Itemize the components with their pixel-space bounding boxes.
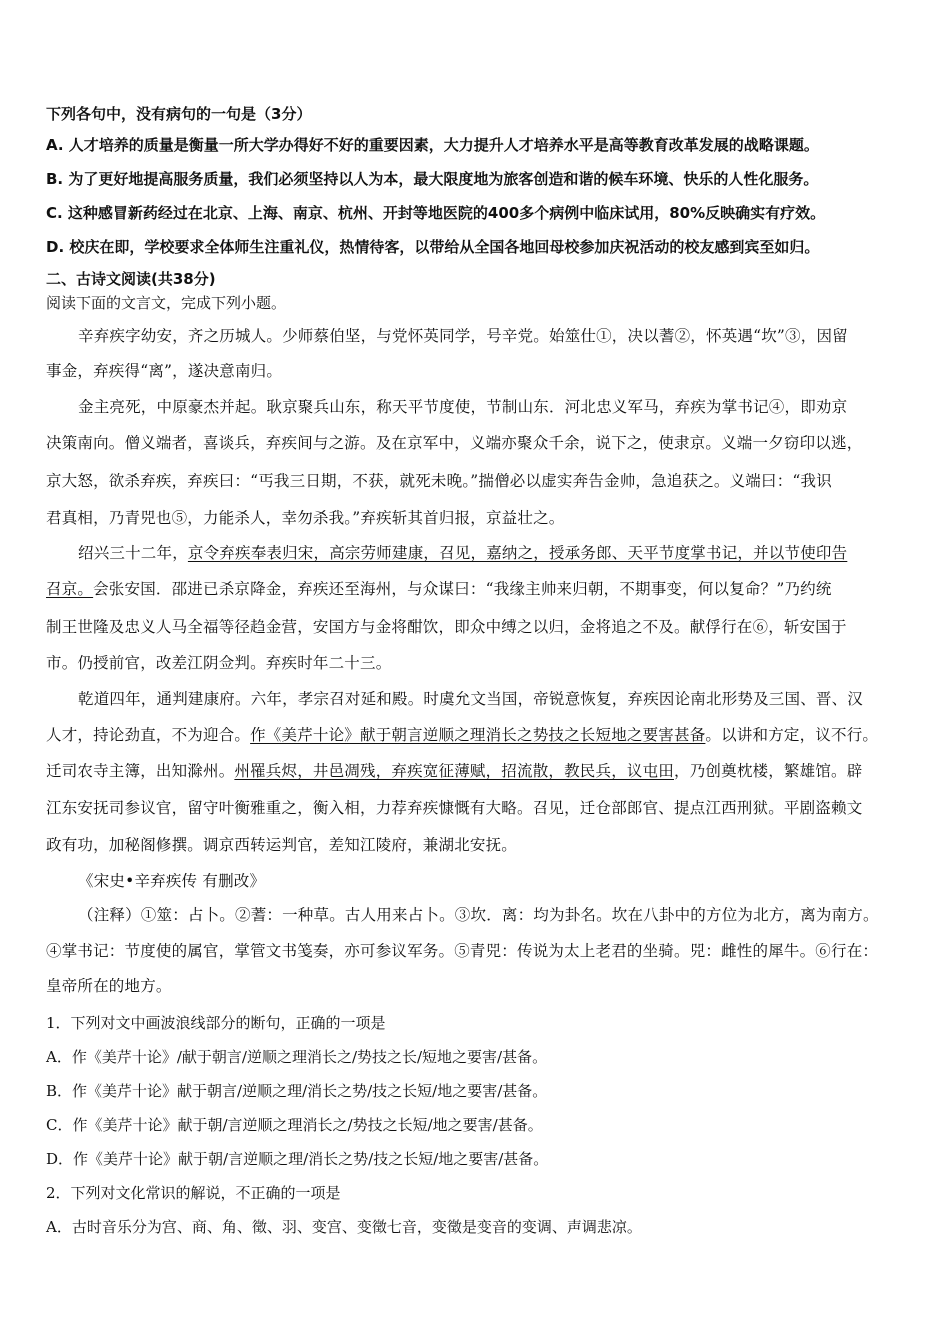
source-citation: 《宋史•辛弃疾传 有删改》 — [78, 872, 266, 890]
passage-line: 市。仍授前官，改差江阴佥判。弃疾时年二十三。 — [46, 654, 392, 672]
annotation-line: 皇帝所在的地方。 — [46, 977, 172, 995]
underlined-text: 京令弃疾奉表归宋，高宗劳师建康，召见，嘉纳之，授承务郎、天平节度掌书记，并以节使印告 — [187, 544, 848, 562]
passage-line — [46, 724, 878, 746]
option-b: B. 为了更好地提高服务质量，我们必须坚持以人为本，最大限度地为旅客创造和谐的候车环境、快乐的人性化服务。 — [46, 170, 819, 188]
passage-line — [78, 542, 847, 564]
passage-text: ，乃创奠枕楼，繁雄馆。辟 — [674, 762, 863, 780]
annotation-line: ④掌书记：节度使的属官，掌管文书笺奏，亦可参议军务。⑤青兕：传说为太上老君的坐骑。兕：雌性的犀牛。⑥行在： — [46, 942, 879, 960]
passage-line: 君真相，乃青兕也⑤，力能杀人，幸勿杀我。”弃疾斩其首归报，京益壮之。 — [46, 509, 565, 527]
passage-line: 事金，弃疾得“离”，遂决意南归。 — [46, 362, 283, 380]
q1-option-c: C．作《美芹十论》献于朝/言逆顺之理消长之/势技之长短/地之要害/甚备。 — [46, 1116, 543, 1134]
passage-line: 制王世隆及忠义人马全福等径趋金营，安国方与金将酣饮，即众中缚之以归，金将追之不及。献俘行在⑥，斩安国于 — [46, 618, 847, 636]
q2-option-a: A．古时音乐分为宫、商、角、徵、羽、变宫、变徵七音，变徵是变音的变调、声调悲凉。 — [46, 1218, 642, 1236]
question-2-stem: 2．下列对文化常识的解说，不正确的一项是 — [46, 1184, 341, 1202]
section-title: 二、古诗文阅读(共38分) — [46, 270, 216, 288]
option-a: A. 人才培养的质量是衡量一所大学办得好不好的重要因素，大力提升人才培养水平是高等教育改革发展的战略课题。 — [46, 136, 819, 154]
passage-line: 金主亮死，中原豪杰并起。耿京聚兵山东，称天平节度使，节制山东．河北忠义军马，弃疾为掌书记④，即劝京 — [78, 398, 848, 416]
underlined-text: 州罹兵烬，井邑凋残，弃疾宽征薄赋，招流散，教民兵，议屯田 — [234, 762, 675, 780]
question-1-stem: 1．下列对文中画波浪线部分的断句，正确的一项是 — [46, 1014, 386, 1032]
underlined-text: 召京。 — [46, 580, 94, 598]
passage-text: 会张安国．邵进已杀京降金，弃疾还至海州，与众谋曰：“我缘主帅来归朝，不期事变，何以复命？”乃约统 — [93, 580, 832, 598]
q1-option-a: A．作《美芹十论》/献于朝言/逆顺之理消长之/势技之长/短地之要害/甚备。 — [46, 1048, 548, 1066]
passage-line — [46, 578, 832, 600]
passage-line — [46, 760, 862, 782]
wavy-underlined-text: 作《美芹十论》献于朝言逆顺之理消长之势技之长短地之要害甚备 — [250, 726, 706, 744]
question-stem: 下列各句中，没有病句的一句是（3分） — [46, 105, 312, 123]
passage-line: 决策南向。僧义端者，喜谈兵，弃疾间与之游。及在京军中，义端亦聚众千余，说下之，使隶京。义端一夕窃印以逃， — [46, 434, 863, 452]
option-c: C. 这种感冒新药经过在北京、上海、南京、杭州、开封等地医院的400多个病例中临床试用，80%反映确实有疗效。 — [46, 204, 826, 222]
passage-line: 乾道四年，通判建康府。六年，孝宗召对延和殿。时虞允文当国，帝锐意恢复，弃疾因论南北形势及三国、晋、汉 — [78, 690, 864, 708]
passage-text: 迁司农寺主簿，出知滁州。 — [46, 762, 235, 780]
option-d: D. 校庆在即，学校要求全体师生注重礼仪，热情待客，以带给从全国各地回母校参加庆祝活动的校友感到宾至如归。 — [46, 238, 820, 256]
passage-text: 人才，持论劲直，不为迎合。 — [46, 726, 251, 744]
annotation-line: （注释）①筮：占卜。②蓍：一种草。古人用来占卜。③坎．离：均为卦名。坎在八卦中的方位为北方，离为南方。 — [78, 906, 879, 924]
passage-line: 辛弃疾字幼安，齐之历城人。少师蔡伯坚，与党怀英同学，号辛党。始筮仕①，决以蓍②，怀英遇“坎”③，因留 — [78, 327, 848, 345]
q1-option-b: B．作《美芹十论》献于朝言/逆顺之理/消长之势/技之长短/地之要害/甚备。 — [46, 1082, 548, 1100]
passage-text: 绍兴三十二年， — [78, 544, 188, 562]
q1-option-d: D．作《美芹十论》献于朝/言逆顺之理/消长之势/技之长短/地之要害/甚备。 — [46, 1150, 549, 1168]
passage-line: 政有功，加秘阁修撰。调京西转运判官，差知江陵府，兼湖北安抚。 — [46, 836, 518, 854]
passage-text: 。以讲和方定，议不行。 — [705, 726, 879, 744]
passage-line: 京大怒，欲杀弃疾，弃疾曰：“丐我三日期，不获，就死未晚。”揣僧必以虚实奔告金帅，急追获之。义端曰：“我识 — [46, 472, 832, 490]
passage-line: 江东安抚司参议官，留守叶衡雅重之，衡入相，力荐弃疾慷慨有大略。召见，迁仓部郎官、提点江西刑狱。平剧盗赖文 — [46, 799, 863, 817]
section-intro: 阅读下面的文言文，完成下列小题。 — [46, 294, 287, 312]
